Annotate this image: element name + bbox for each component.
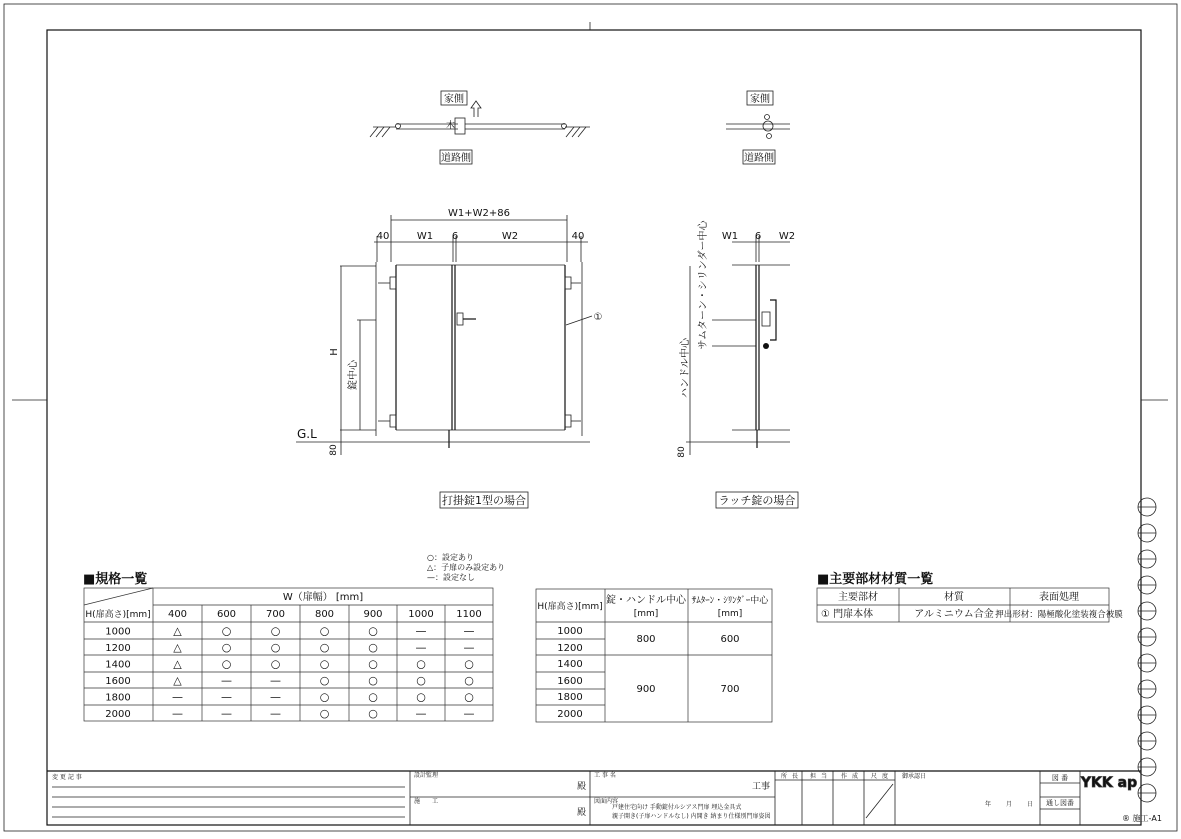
spec-availability-cell: ○ — [464, 690, 474, 704]
contractor-label: 施 工 — [414, 798, 439, 805]
spec-availability-cell: ○ — [368, 674, 378, 687]
spec-availability-cell: ○ — [270, 624, 281, 638]
sheet-code: ® 施工-A1 — [1122, 814, 1162, 823]
w-header: W（扉幅） [mm] — [282, 592, 364, 603]
elevation-a — [296, 208, 602, 508]
stamp-col-5: 作 — [840, 773, 848, 780]
honorific-1: 殿 — [576, 782, 586, 792]
spec-availability-cell: — — [415, 624, 427, 638]
spec-height-cell: 1400 — [105, 659, 131, 671]
center-h-1600: 1600 — [557, 676, 583, 687]
material-table-title: ■主要部材材質一覧 — [817, 572, 934, 587]
lock-handle-unit: [mm] — [633, 609, 659, 619]
dim-b-w2: W2 — [778, 231, 796, 242]
spec-availability-cell: ○ — [270, 641, 281, 654]
spec-height-cell: 1000 — [105, 626, 131, 638]
thumb-center-700: 700 — [720, 684, 740, 695]
material-finish: 押出形材：陽極酸化塗装複合被膜 — [995, 610, 1123, 620]
dim-h: H — [329, 348, 340, 356]
spec-availability-cell: ○ — [416, 690, 426, 704]
spec-availability-cell: — — [221, 707, 232, 720]
inner-border — [47, 30, 1141, 825]
spec-table — [83, 552, 505, 721]
spec-availability-cell: ○ — [319, 674, 330, 687]
spec-availability-cell: — — [463, 624, 475, 638]
spec-width-header: 1000 — [408, 609, 434, 620]
spec-availability-cell: ○ — [368, 707, 378, 720]
spec-availability-cell: △ — [173, 657, 182, 671]
center-h-1400: 1400 — [557, 659, 583, 670]
spec-availability-cell: — — [172, 707, 183, 720]
day-label: 日 — [1027, 801, 1034, 808]
dim-40-right: 40 — [571, 231, 585, 242]
material-header-material: 材質 — [944, 592, 964, 603]
design-supervision-label: 設計監理 — [414, 772, 439, 779]
material-header-part: 主要部材 — [838, 592, 878, 603]
spec-availability-cell: ○ — [368, 641, 378, 654]
spec-availability-cell: — — [463, 641, 475, 654]
dim-w2: W2 — [501, 231, 519, 242]
plan-b-road-label: 道路側 — [744, 153, 774, 164]
stamp-col-2: 長 — [791, 773, 799, 780]
spec-width-header: 400 — [167, 609, 188, 620]
spec-width-header: 900 — [363, 609, 383, 620]
spec-availability-cell: ○ — [368, 657, 378, 671]
stamp-col-3: 担 — [809, 773, 817, 780]
legend-available: ○：設定あり — [427, 553, 474, 562]
year-label: 年 — [985, 801, 992, 808]
brand-logo: YKK ap — [1080, 775, 1138, 791]
spec-availability-cell: △ — [173, 624, 182, 638]
spec-height-cell: 1200 — [105, 643, 131, 654]
spec-availability-cell: ○ — [319, 641, 330, 654]
dim-b-w1: W1 — [721, 231, 739, 242]
spec-width-header: 800 — [314, 609, 335, 620]
spec-availability-cell: — — [270, 707, 281, 720]
drawing-label: 図面内容 — [594, 798, 619, 805]
center-h-header: H(扉高さ)[mm] — [537, 602, 603, 612]
plan-a-house-label: 家側 — [444, 94, 464, 105]
spec-width-header: 600 — [216, 609, 237, 620]
spec-availability-cell: — — [415, 707, 427, 720]
h-header: H(扉高さ)[mm] — [85, 610, 151, 620]
spec-availability-cell: ○ — [368, 624, 378, 638]
dim-overall: W1+W2+86 — [448, 208, 510, 219]
center-h-1000: 1000 — [557, 626, 583, 637]
stamp-col-8: 度 — [881, 773, 889, 780]
stamp-col-4: 当 — [820, 773, 828, 780]
legend-unavailable: —：設定なし — [427, 573, 475, 582]
material-table — [817, 571, 1123, 622]
plan-a-mark: 木 — [446, 121, 456, 131]
spec-availability-cell: ○ — [464, 674, 474, 687]
lock-center-900: 900 — [636, 684, 656, 695]
spec-table-title: ■規格一覧 — [83, 572, 148, 587]
stamp-col-1: 所 — [780, 773, 788, 780]
thumb-center-600: 600 — [720, 634, 740, 645]
gl-label: G.L — [297, 427, 317, 441]
spec-availability-cell: △ — [173, 641, 182, 654]
handle-center-label: ハンドル中心 — [680, 338, 691, 398]
spec-height-cell: 2000 — [105, 709, 131, 720]
spec-availability-cell: — — [463, 707, 475, 720]
thumbturn-unit: [mm] — [717, 609, 743, 619]
thumbturn-center-label: サムターン・シリンダー中心 — [698, 220, 709, 350]
dim-80-a: 80 — [329, 444, 339, 456]
lock-handle-header: 錠・ハンドル中心 — [606, 595, 686, 606]
approval-date-label: 御承認日 — [902, 773, 927, 780]
spec-availability-cell: ○ — [319, 707, 330, 720]
plan-view-a — [370, 91, 590, 164]
serial-number-label: 通し図番 — [1046, 799, 1074, 807]
center-table — [536, 589, 772, 722]
dim-w1: W1 — [416, 231, 434, 242]
dim-b-6: 6 — [754, 231, 762, 242]
spec-availability-cell: ○ — [319, 624, 330, 638]
spec-height-cell: 1600 — [105, 676, 131, 687]
material-header-finish: 表面処理 — [1039, 592, 1079, 603]
material-part: ① 門扉本体 — [821, 609, 874, 620]
drawing-number-label: 図 番 — [1051, 774, 1069, 782]
plan-view-b — [726, 91, 790, 164]
spec-height-cell: 1800 — [105, 692, 131, 704]
revision-label: 変 更 記 事 — [52, 774, 82, 781]
drawing-line-1: 戸建住宅向け 手動錠付ルシアス門扉 埋込金具式 — [612, 804, 742, 811]
honorific-2: 殿 — [576, 808, 586, 818]
spec-availability-cell: — — [221, 674, 232, 687]
spec-availability-cell: ○ — [221, 641, 232, 654]
dim-80-b: 80 — [677, 446, 687, 458]
spec-availability-cell: ○ — [416, 657, 426, 671]
project-suffix: 工事 — [751, 782, 770, 792]
legend-child-only: △：子扉のみ設定あり — [427, 563, 506, 572]
spec-width-header: 1100 — [456, 609, 482, 620]
dim-6: 6 — [451, 231, 459, 242]
caption-a: 打掛錠1型の場合 — [442, 494, 526, 507]
caption-b: ラッチ錠の場合 — [718, 494, 796, 507]
stamp-col-7: 尺 — [870, 773, 878, 780]
spec-availability-cell: △ — [173, 674, 182, 687]
spec-availability-cell: ○ — [319, 690, 330, 704]
spec-availability-cell: — — [270, 674, 281, 687]
project-label: 工 事 名 — [594, 772, 616, 779]
spec-availability-cell: ○ — [464, 657, 474, 671]
dim-40-left: 40 — [376, 231, 390, 242]
material-material: アルミニウム合金 — [914, 609, 994, 620]
center-h-2000: 2000 — [557, 709, 583, 720]
title-block — [47, 771, 1162, 825]
lock-center-800: 800 — [636, 634, 656, 645]
month-label: 月 — [1006, 801, 1013, 808]
spec-availability-cell: — — [415, 641, 427, 654]
center-h-1800: 1800 — [557, 692, 583, 703]
spec-availability-cell: ○ — [270, 657, 281, 671]
spec-width-header: 700 — [265, 609, 286, 620]
thumbturn-header: ｻﾑﾀｰﾝ・ｼﾘﾝﾀﾞｰ中心 — [691, 596, 769, 606]
spec-availability-cell: ○ — [221, 657, 232, 671]
spec-availability-cell: — — [172, 690, 183, 704]
plan-a-road-label: 道路側 — [441, 153, 471, 164]
spec-availability-cell: ○ — [221, 624, 232, 638]
spec-availability-cell: — — [270, 690, 281, 704]
lock-center-label: 錠中心 — [348, 360, 359, 390]
spec-availability-cell: ○ — [416, 674, 426, 687]
spec-availability-cell: ○ — [319, 657, 330, 671]
callout-1: ① — [593, 312, 603, 323]
center-h-1200: 1200 — [557, 643, 583, 654]
stamp-col-6: 成 — [851, 773, 859, 780]
spec-availability-cell: — — [221, 690, 232, 704]
spec-availability-cell: ○ — [368, 690, 378, 704]
plan-b-house-label: 家側 — [750, 94, 770, 105]
drawing-line-2: 親子開き(子扉ハンドルなし) 内開き 納まり仕様別門扉姿図 — [612, 813, 771, 820]
elevation-b — [677, 220, 798, 508]
